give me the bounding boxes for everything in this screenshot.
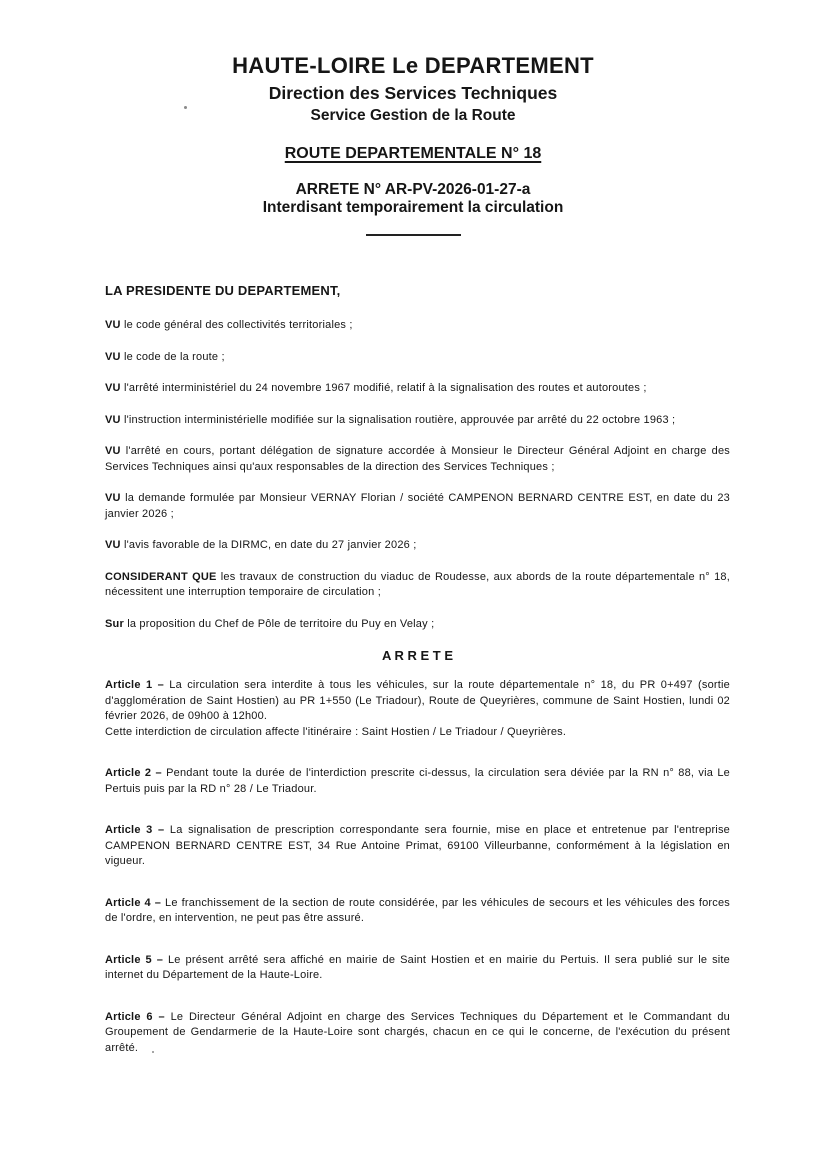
document-body	[105, 236, 730, 1056]
article-6	[105, 1010, 730, 1057]
clause-considerant-prefix: CONSIDERANT QUE	[105, 570, 217, 583]
clause-5	[105, 444, 730, 475]
arrete-heading: A R R E T E	[381, 648, 454, 663]
clause-considerant-text: les travaux de construction du viaduc de Roudesse, aux abords de la route départementale n° 18, nécessitent une interruption temporaire de circulation ;	[105, 570, 731, 598]
clause-proposition	[105, 617, 730, 633]
article-5-text: Le présent arrêté sera affiché en mairie de Saint Hostien et en mairie du Pertuis. Il sera publié sur le site internet du Département de la Haute-Loire.	[105, 953, 730, 981]
clause-4-prefix: VU	[105, 413, 121, 426]
clause-6-prefix: VU	[105, 492, 121, 504]
clause-proposition-text: la proposition du Chef de Pôle de territoire du Puy en Velay ;	[123, 617, 435, 630]
clause-4-text: l'instruction interministérielle modifiée sur la signalisation routière, approuvée par arrêté du 22 octobre 1963 ;	[120, 413, 676, 426]
clause-5-prefix: VU	[105, 445, 121, 457]
department-title: HAUTE-LOIRE Le DEPARTEMENT	[232, 53, 594, 78]
clause-6	[105, 491, 730, 522]
article-5-label: Article 5 –	[105, 953, 164, 966]
article-6-label: Article 6 –	[105, 1010, 165, 1023]
clause-2-text: le code de la route ;	[120, 350, 225, 363]
article-3-text: La signalisation de prescription correspondante sera fournie, mise en place et entretenue par l'entreprise CAMPENON BERNARD CENTRE EST, 34 Rue Antoine Primat, 69100 Villeurbanne, conformément à la législation en vigueur.	[105, 824, 730, 867]
clause-3-text: l'arrêté interministériel du 24 novembre 1967 modifié, relatif à la signalisation des routes et autoroutes ;	[120, 382, 647, 394]
clause-7-text: l'avis favorable de la DIRMC, en date du 27 janvier 2026 ;	[120, 539, 417, 551]
clause-2	[105, 350, 730, 366]
scan-artifact-dot	[152, 1051, 154, 1053]
clause-7-prefix: VU	[105, 539, 121, 551]
clause-7	[105, 538, 730, 554]
service-title: Service Gestion de la Route	[310, 107, 516, 124]
clause-1-prefix: VU	[105, 319, 121, 331]
article-1	[105, 678, 730, 740]
road-title: ROUTE DEPARTEMENTALE N° 18	[284, 145, 542, 162]
article-1-label: Article 1 –	[105, 679, 164, 691]
article-5	[105, 953, 730, 984]
article-2	[105, 766, 730, 797]
article-3-label: Article 3 –	[105, 824, 165, 836]
document-header	[0, 53, 826, 236]
decree-subtitle: Interdisant temporairement la circulation	[262, 199, 564, 216]
scan-artifact-dot	[184, 106, 187, 109]
clause-6-text: la demande formulée par Monsieur VERNAY Florian / société CAMPENON BERNARD CENTRE EST, en date du 23 janvier 2026 ;	[105, 492, 730, 520]
article-3	[105, 823, 730, 870]
article-2-label: Article 2 –	[105, 767, 162, 779]
article-1-text: La circulation sera interdite à tous les véhicules, sur la route départementale n° 18, du PR 0+497 (sortie d'agglomération de Saint Hostien) au PR 1+550 (Le Triadour), Route de Queyrières, commune de Saint Hostien, lundi 02 février 2026, de 09h00 à 12h00.	[105, 679, 730, 722]
clause-2-prefix: VU	[105, 350, 121, 363]
article-1-extra: Cette interdiction de circulation affecte l'itinéraire : Saint Hostien / Le Triadour / Queyrières.	[105, 725, 567, 738]
clause-proposition-prefix: Sur	[105, 617, 124, 630]
article-2-text: Pendant toute la durée de l'interdiction prescrite ci-dessus, la circulation sera déviée par la RN n° 88, via Le Pertuis puis par la RD n° 28 / Le Triadour.	[105, 767, 730, 795]
clause-1	[105, 318, 730, 334]
clause-3-prefix: VU	[105, 382, 121, 394]
clause-1-text: le code général des collectivités territoriales ;	[120, 319, 353, 331]
article-6-text: Le Directeur Général Adjoint en charge des Services Techniques du Département et le Commandant du Groupement de Gendarmerie de la Haute-Loire sont chargés, chacun en ce qui le concerne, de l'exécution du présent arrêté.	[105, 1010, 730, 1054]
clause-3	[105, 381, 730, 397]
opening-line: LA PRESIDENTE DU DEPARTEMENT,	[105, 283, 341, 298]
decree-number: ARRETE N° AR-PV-2026-01-27-a	[295, 181, 531, 198]
article-4-text: Le franchissement de la section de route considérée, par les véhicules de secours et les véhicules des forces de l'ordre, en intervention, ne peut pas être assuré.	[105, 896, 730, 924]
article-4-label: Article 4 –	[105, 896, 162, 909]
clause-4	[105, 413, 730, 429]
clause-5-text: l'arrêté en cours, portant délégation de signature accordée à Monsieur le Directeur Général Adjoint en charge des Services Techniques ainsi qu'aux responsables de la direction des Services Techniques ;	[105, 445, 730, 473]
direction-title: Direction des Services Techniques	[268, 83, 558, 103]
clause-considerant	[105, 570, 730, 601]
article-4	[105, 896, 730, 927]
